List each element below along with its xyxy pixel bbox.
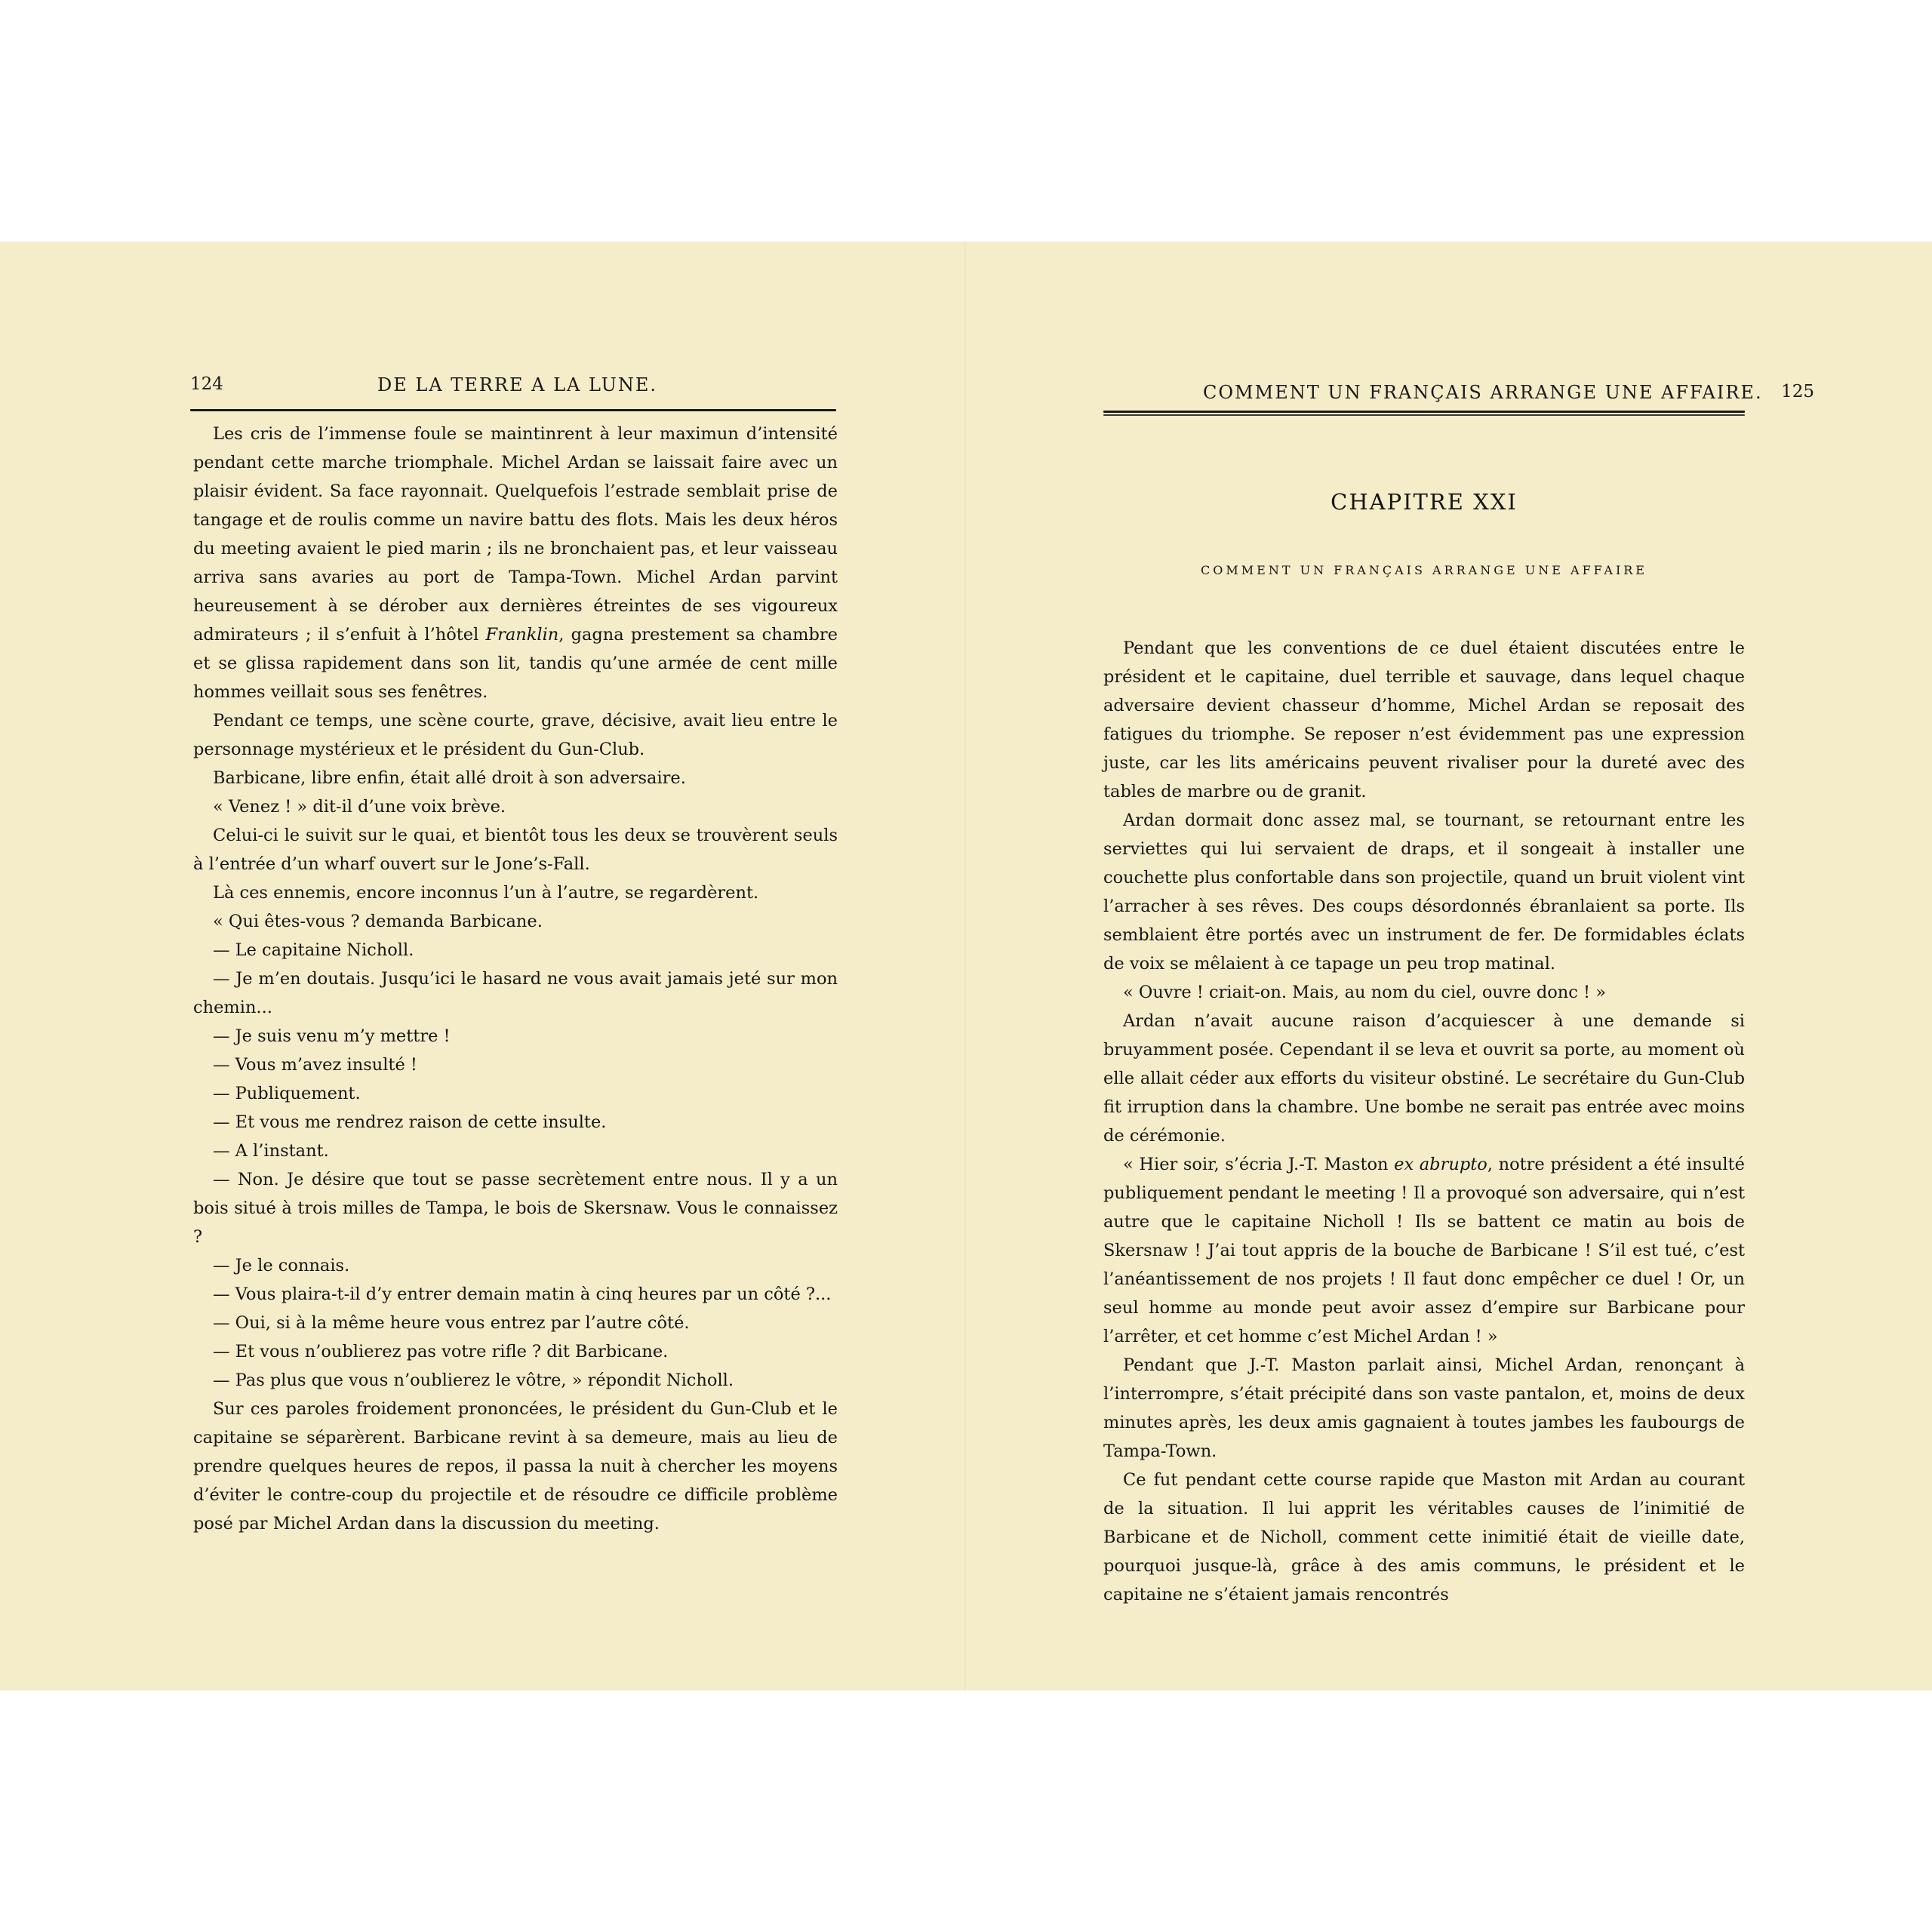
right-running-head: COMMENT UN FRANÇAIS ARRANGE UNE AFFAIRE. <box>1203 382 1763 403</box>
dialogue-line: — Je le connais. <box>213 1256 350 1275</box>
dialogue-line: — A l’instant. <box>213 1141 329 1161</box>
right-page <box>968 242 1932 1690</box>
paragraph: Barbicane, libre enfin, était allé droit à son adversaire. <box>213 768 686 788</box>
dialogue-line: — Je suis venu m’y mettre ! <box>213 1026 451 1046</box>
dialogue-line: — Publiquement. <box>213 1084 361 1103</box>
paragraph: Ardan dormait donc assez mal, se tournant, se retournant entre les serviettes qui lui servaient de draps, et il songeait à installer une couchette plus confortable dans son projectile, quand un bruit violent vint l’arracher à ses rêves. Des coups désordonnés ébranlaient sa porte. Ils semblaient être portés avec un instrument de fer. De formidables éclats de voix se mêlaient à ce tapage un peu trop matinal. <box>1103 811 1745 974</box>
left-page <box>0 242 964 1690</box>
paragraph: « Venez ! » dit-il d’une voix brève. <box>213 797 506 817</box>
paragraph-text: Les cris de l’immense foule se maintinrent à leur maximun d’intensité pendant cette marche triomphale. Michel Ardan se laissait faire avec un plaisir évident. Sa face rayonnait. Quelquefois l’estrade semblait prise de tangage et de roulis comme un navire battu des flots. Mais les deux héros du meeting avaient le pied marin ; ils ne bronchaient pas, et leur vaisseau arriva sans avaries au port de Tampa-Town. Michel Ardan parvint heureusement à se dérober aux dernières étreintes de ses vigoureux admirateurs ; il s’enfuit à l’hôtel <box>193 424 838 645</box>
paragraph: Celui-ci le suivit sur le quai, et bientôt tous les deux se trouvèrent seuls à l’entrée d’un wharf ouvert sur le Jone’s-Fall. <box>193 826 838 874</box>
left-page-number: 124 <box>190 374 223 394</box>
dialogue-line: — Oui, si à la même heure vous entrez par l’autre côté. <box>213 1313 690 1333</box>
paragraph: Pendant que les conventions de ce duel étaient discutées entre le président et le capitaine, duel terrible et sauvage, dans lequel chaque adversaire devient chasseur d’homme, Michel Ardan se reposait des fatigues du triomphe. Se reposer n’est évidemment pas une expression juste, car les lits américains peuvent rivaliser pour la dureté avec des tables de marbre ou de granit. <box>1103 638 1745 801</box>
paragraph-text-tail: , gagna prestement sa chambre et se glissa rapidement dans son lit, tandis qu’une armée de cent mille hommes veillait sous ses fenêtres. <box>193 625 838 702</box>
paragraph: Sur ces paroles froidement prononcées, le président du Gun-Club et le capitaine se séparèrent. Barbicane revint à sa demeure, mais au lieu de prendre quelques heures de repos, il passa la nuit à chercher les moyens d’éviter le contre-coup du projectile et de résoudre ce difficile problème posé par Michel Ardan dans la discussion du meeting. <box>193 1399 838 1534</box>
paragraph: « Ouvre ! criait-on. Mais, au nom du ciel, ouvre donc ! » <box>1123 983 1606 1002</box>
right-page-number: 125 <box>1781 382 1814 401</box>
right-header-rule-lower <box>1103 414 1745 416</box>
paragraph: Pendant que J.-T. Maston parlait ainsi, Michel Ardan, renonçant à l’interrompre, s’était précipité dans son vaste pantalon, et, moins de deux minutes après, les deux amis gagnaient à toutes jambes les faubourgs de Tampa-Town. <box>1103 1355 1745 1461</box>
dialogue-line: — Je m’en doutais. Jusqu’ici le hasard ne vous avait jamais jeté sur mon chemin... <box>193 969 838 1017</box>
paragraph-text-tail: , notre président a été insulté publiquement pendant le meeting ! Il a provoqué son adversaire, qui n’est autre que le capitaine Nicholl ! Ils se battent ce matin au bois de Skersnaw ! J’ai tout appris de la bouche de Barbicane ! S’il est tué, c’est l’anéantissement de nos projets ! Il faut donc empêcher ce duel ! Or, un seul homme au monde peut avoir assez d’empire sur Barbicane pour l’arrêter, et cet homme c’est Michel Ardan ! » <box>1103 1155 1745 1346</box>
left-running-head: DE LA TERRE A LA LUNE. <box>377 374 657 395</box>
paragraph: Ce fut pendant cette course rapide que Maston mit Ardan au courant de la situation. Il lui apprit les véritables causes de l’inimitié de Barbicane et de Nicholl, comment cette inimitié était de vieille date, pourquoi jusque-là, grâce à des amis communs, le président et le capitaine ne s’étaient jamais rencontrés <box>1103 1470 1745 1604</box>
left-body-text <box>193 420 838 1538</box>
dialogue-line: — Pas plus que vous n’oublierez le vôtre, » répondit Nicholl. <box>213 1371 734 1390</box>
paragraph: Ardan n’avait aucune raison d’acquiescer à une demande si bruyamment posée. Cependant il se leva et ouvrit sa porte, au moment où elle allait céder aux efforts du visiteur obstiné. Le secrétaire du Gun-Club fit irruption dans la chambre. Une bombe ne serait pas entrée avec moins de cérémonie. <box>1103 1011 1745 1146</box>
dialogue-line: — Vous plaira-t-il d’y entrer demain matin à cinq heures par un côté ?... <box>213 1284 832 1304</box>
chapter-title: CHAPITRE XXI <box>1331 489 1518 515</box>
book-spread <box>0 242 1932 1690</box>
right-page-header <box>1161 382 1819 408</box>
dialogue-line: — Vous m’avez insulté ! <box>213 1055 417 1075</box>
left-header-rule <box>190 409 836 411</box>
hotel-name: Franklin <box>485 625 559 645</box>
dialogue-line: — Le capitaine Nicholl. <box>213 940 414 960</box>
paragraph <box>193 420 838 706</box>
dialogue-line: — Et vous me rendrez raison de cette insulte. <box>213 1112 607 1132</box>
left-page-header <box>190 374 836 400</box>
chapter-subtitle: COMMENT UN FRANÇAIS ARRANGE UNE AFFAIRE <box>1201 563 1647 577</box>
dialogue-line: — Non. Je désire que tout se passe secrètement entre nous. Il y a un bois situé à trois milles de Tampa, le bois de Skersnaw. Vous le connaissez ? <box>193 1170 838 1247</box>
right-header-rule <box>1103 411 1745 413</box>
paragraph <box>1103 1150 1745 1351</box>
paragraph-text: « Hier soir, s’écria J.-T. Maston <box>1123 1155 1395 1174</box>
latin-phrase: ex abrupto <box>1394 1155 1487 1174</box>
paragraph: « Qui êtes-vous ? demanda Barbicane. <box>213 912 543 931</box>
paragraph: Pendant ce temps, une scène courte, grave, décisive, avait lieu entre le personnage mystérieux et le président du Gun-Club. <box>193 711 838 759</box>
dialogue-line: — Et vous n’oublierez pas votre rifle ? dit Barbicane. <box>213 1342 669 1361</box>
paragraph: Là ces ennemis, encore inconnus l’un à l’autre, se regardèrent. <box>213 883 759 903</box>
right-body-text <box>1103 634 1745 1609</box>
